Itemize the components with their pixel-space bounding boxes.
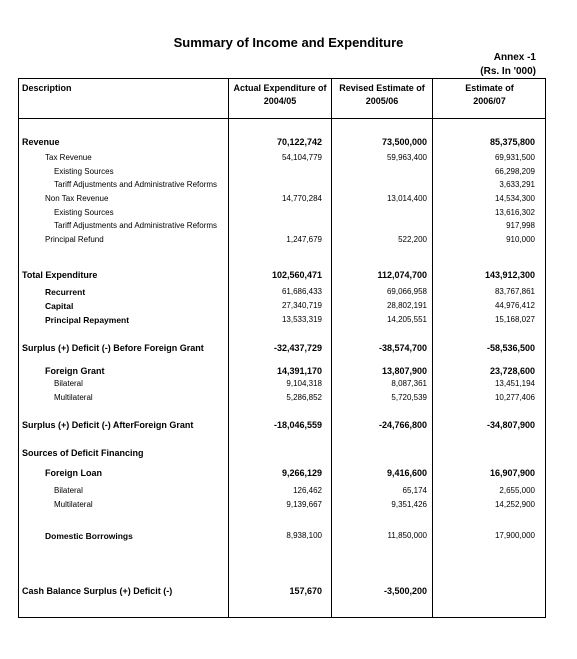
cell-revised: -38,574,700 xyxy=(378,343,427,353)
cell-estimate: 143,912,300 xyxy=(484,270,535,280)
cell-revised: -3,500,200 xyxy=(383,586,427,596)
row-label: Bilateral xyxy=(54,379,83,388)
row-label: Multilateral xyxy=(54,393,93,402)
cell-estimate: 13,616,302 xyxy=(494,208,535,217)
cell-revised: 13,807,900 xyxy=(381,366,427,376)
cell-revised: 65,174 xyxy=(402,486,427,495)
cell-estimate: 2,655,000 xyxy=(499,486,535,495)
units-label: (Rs. In '000) xyxy=(480,66,536,77)
cell-revised: 28,802,191 xyxy=(386,301,427,310)
cell-estimate: 14,252,900 xyxy=(494,500,535,509)
cell-revised: 11,850,000 xyxy=(387,531,427,540)
row-label: Tax Revenue xyxy=(45,153,92,162)
row-label: Principal Refund xyxy=(45,235,104,244)
row-label: Sources of Deficit Financing xyxy=(22,448,144,458)
cell-estimate: 17,900,000 xyxy=(494,531,535,540)
row-label: Foreign Grant xyxy=(45,366,105,376)
cell-actual: 27,340,719 xyxy=(281,301,322,310)
cell-estimate: 69,931,500 xyxy=(494,153,535,162)
cell-revised: 112,074,700 xyxy=(377,270,427,280)
cell-estimate: 44,976,412 xyxy=(494,301,535,310)
row-label: Surplus (+) Deficit (-) Before Foreign Grant xyxy=(22,343,204,353)
cell-estimate: 3,633,291 xyxy=(499,180,535,189)
row-label: Total Expenditure xyxy=(22,270,98,280)
cell-actual: -18,046,559 xyxy=(273,420,322,430)
row-label: Existing Sources xyxy=(54,167,114,176)
cell-revised: 5,720,539 xyxy=(391,393,427,402)
cell-actual: 8,938,100 xyxy=(286,531,322,540)
cell-actual: 61,686,433 xyxy=(281,287,322,296)
row-label: Foreign Loan xyxy=(45,468,102,478)
page-title: Summary of Income and Expenditure xyxy=(173,35,404,50)
row-label: Revenue xyxy=(22,137,60,147)
row-label: Recurrent xyxy=(45,287,86,297)
row-label: Capital xyxy=(45,301,74,311)
cell-actual: 1,247,679 xyxy=(286,235,322,244)
cell-actual: 54,104,779 xyxy=(281,153,322,162)
row-label: Multilateral xyxy=(54,500,93,509)
header-revised xyxy=(332,82,432,108)
row-label: Tariff Adjustments and Administrative Reforms xyxy=(54,221,218,230)
row-label: Existing Sources xyxy=(54,208,114,217)
header-estimate-year: 2006/07 xyxy=(473,96,506,106)
cell-estimate: 16,907,900 xyxy=(489,468,535,478)
cell-actual: 102,560,471 xyxy=(271,270,322,280)
cell-estimate: -58,536,500 xyxy=(486,343,535,353)
cell-revised: 13,014,400 xyxy=(386,194,427,203)
header-actual xyxy=(229,82,331,108)
cell-actual: 5,286,852 xyxy=(286,393,322,402)
row-label: Cash Balance Surplus (+) Deficit (-) xyxy=(22,586,173,596)
cell-revised: 522,200 xyxy=(398,235,427,244)
cell-revised: 9,351,426 xyxy=(391,500,427,509)
cell-actual: 14,391,170 xyxy=(276,366,322,376)
cell-revised: 73,500,000 xyxy=(381,137,427,147)
header-estimate-title: Estimate of xyxy=(465,83,514,93)
cell-revised: -24,766,800 xyxy=(378,420,427,430)
cell-estimate: -34,807,900 xyxy=(486,420,535,430)
annex-label: Annex -1 xyxy=(493,52,536,63)
header-revised-year: 2005/06 xyxy=(365,96,399,106)
cell-actual: 157,670 xyxy=(289,586,322,596)
cell-revised: 14,205,551 xyxy=(386,315,427,324)
cell-actual: 13,533,319 xyxy=(281,315,322,324)
header-divider xyxy=(18,118,546,119)
cell-revised: 69,066,958 xyxy=(386,287,427,296)
header-revised-title: Revised Estimate of xyxy=(339,83,425,93)
row-label: Domestic Borrowings xyxy=(45,531,133,541)
row-label: Principal Repayment xyxy=(45,315,130,325)
cell-revised: 9,416,600 xyxy=(386,468,427,478)
cell-revised: 8,087,361 xyxy=(391,379,427,388)
cell-estimate: 14,534,300 xyxy=(494,194,535,203)
row-label: Bilateral xyxy=(54,486,83,495)
cell-actual: -32,437,729 xyxy=(273,343,322,353)
cell-revised: 59,963,400 xyxy=(386,153,427,162)
cell-estimate: 85,375,800 xyxy=(489,137,535,147)
cell-estimate: 10,277,406 xyxy=(494,393,535,402)
header-actual-year: 2004/05 xyxy=(263,96,297,106)
cell-estimate: 910,000 xyxy=(506,235,535,244)
cell-actual: 9,104,318 xyxy=(286,379,322,388)
cell-estimate: 23,728,600 xyxy=(489,366,535,376)
cell-actual: 9,139,667 xyxy=(286,500,322,509)
cell-actual: 14,770,284 xyxy=(281,194,322,203)
row-label: Tariff Adjustments and Administrative Reforms xyxy=(54,180,218,189)
cell-estimate: 83,767,861 xyxy=(494,287,535,296)
cell-actual: 9,266,129 xyxy=(281,468,322,478)
row-label: Surplus (+) Deficit (-) AfterForeign Grant xyxy=(22,420,194,430)
header-estimate xyxy=(433,82,546,108)
row-label: Non Tax Revenue xyxy=(45,194,109,203)
cell-estimate: 917,998 xyxy=(506,221,535,230)
header-actual-title: Actual Expenditure of xyxy=(233,83,327,93)
cell-actual: 126,462 xyxy=(293,486,322,495)
cell-actual: 70,122,742 xyxy=(276,137,322,147)
header-description: Description xyxy=(22,83,72,93)
cell-estimate: 13,451,194 xyxy=(494,379,535,388)
cell-estimate: 66,298,209 xyxy=(494,167,535,176)
cell-estimate: 15,168,027 xyxy=(494,315,535,324)
